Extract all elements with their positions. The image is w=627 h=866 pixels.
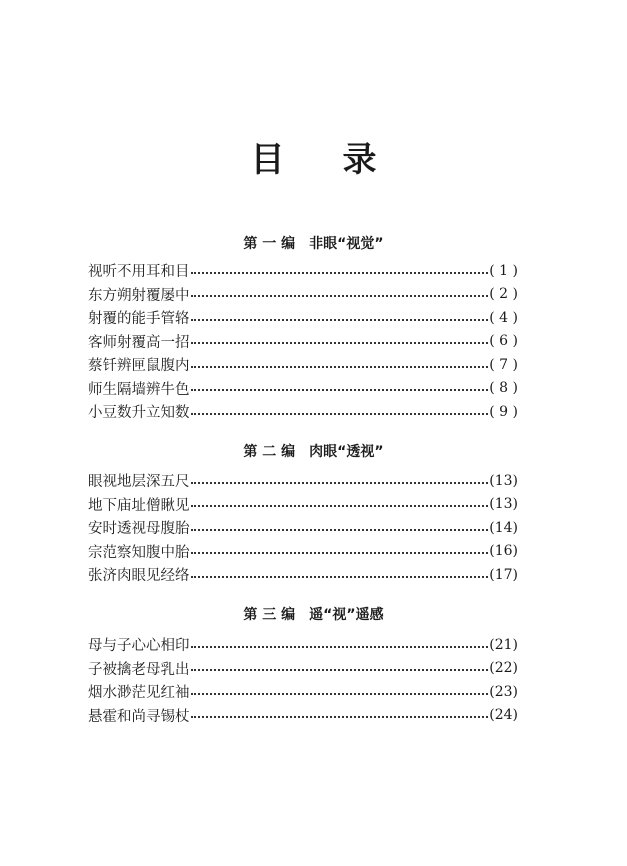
- entry-title: 蔡钎辨匣鼠腹内: [88, 358, 190, 375]
- section-ordinal: 第 二 编: [243, 444, 296, 460]
- section-heading-3: [0, 604, 627, 624]
- entry-page: (22): [489, 660, 518, 677]
- entry-page: (23): [489, 683, 518, 700]
- dot-leader: [191, 716, 489, 718]
- title-char-1: 目: [250, 140, 285, 180]
- entry-page: (16): [489, 543, 518, 560]
- toc-entry[interactable]: [88, 563, 518, 587]
- entry-page: (13): [489, 472, 518, 489]
- entry-page: ( 8 ): [489, 380, 518, 397]
- toc-entry[interactable]: [88, 516, 518, 540]
- entry-title: 安时透视母腹胎: [88, 521, 190, 538]
- entry-page: (24): [489, 707, 518, 724]
- entry-title: 师生隔墙辨牛色: [88, 381, 190, 398]
- dot-leader: [191, 413, 489, 415]
- entry-title: 小豆数升立知数: [88, 405, 190, 422]
- entry-page: ( 9 ): [489, 403, 518, 420]
- entry-page: ( 7 ): [489, 356, 518, 373]
- entry-page: (13): [489, 496, 518, 513]
- section-ordinal: 第 三 编: [243, 607, 296, 623]
- section-entries-3: [88, 633, 518, 727]
- page-title: [0, 132, 627, 181]
- dot-leader: [191, 272, 489, 274]
- dot-leader: [191, 669, 489, 671]
- toc-entry[interactable]: [88, 283, 518, 307]
- dot-leader: [191, 342, 489, 344]
- entry-page: (21): [489, 636, 518, 653]
- section-heading-2: [0, 441, 627, 461]
- entry-page: ( 1 ): [489, 262, 518, 279]
- entry-title: 视听不用耳和目: [88, 264, 190, 281]
- toc-entry[interactable]: [88, 377, 518, 401]
- dot-leader: [191, 482, 489, 484]
- toc-entry[interactable]: [88, 306, 518, 330]
- dot-leader: [191, 529, 489, 531]
- entry-page: ( 4 ): [489, 309, 518, 326]
- toc-entry[interactable]: [88, 680, 518, 704]
- toc-entry[interactable]: [88, 400, 518, 424]
- toc-entry[interactable]: [88, 353, 518, 377]
- section-entries-1: [88, 259, 518, 424]
- entry-title: 宗范察知腹中胎: [88, 544, 190, 561]
- dot-leader: [191, 646, 489, 648]
- entry-title: 眼视地层深五尺: [88, 474, 190, 491]
- section-name: 非眼“视觉”: [309, 236, 384, 252]
- dot-leader: [191, 319, 489, 321]
- entry-page: (14): [489, 519, 518, 536]
- dot-leader: [191, 505, 489, 507]
- dot-leader: [191, 552, 489, 554]
- entry-page: ( 2 ): [489, 286, 518, 303]
- toc-entry[interactable]: [88, 540, 518, 564]
- dot-leader: [191, 295, 489, 297]
- entry-title: 烟水渺茫见红袖: [88, 685, 190, 702]
- dot-leader: [191, 366, 489, 368]
- dot-leader: [191, 576, 489, 578]
- section-name: 肉眼“透视”: [309, 444, 384, 460]
- entry-title: 射覆的能手管辂: [88, 311, 190, 328]
- entry-title: 客师射覆高一招: [88, 334, 190, 351]
- toc-entry[interactable]: [88, 704, 518, 728]
- entry-title: 地下庙址僧瞅见: [88, 497, 190, 514]
- entry-title: 子被擒老母乳出: [88, 661, 190, 678]
- section-name: 遥“视”遥感: [309, 607, 384, 623]
- toc-entry[interactable]: [88, 330, 518, 354]
- toc-entry[interactable]: [88, 633, 518, 657]
- toc-entry[interactable]: [88, 259, 518, 283]
- entry-title: 张济肉眼见经络: [88, 568, 190, 585]
- section-entries-2: [88, 469, 518, 587]
- toc-entry[interactable]: [88, 493, 518, 517]
- toc-entry[interactable]: [88, 469, 518, 493]
- toc-entry[interactable]: [88, 657, 518, 681]
- entry-title: 悬霍和尚寻锡杖: [88, 708, 190, 725]
- title-char-2: 录: [342, 140, 377, 180]
- entry-title: 母与子心心相印: [88, 638, 190, 655]
- dot-leader: [191, 389, 489, 391]
- section-ordinal: 第 一 编: [243, 236, 296, 252]
- entry-page: (17): [489, 566, 518, 583]
- entry-page: ( 6 ): [489, 333, 518, 350]
- entry-title: 东方朔射覆屡中: [88, 287, 190, 304]
- section-heading-1: [0, 233, 627, 253]
- dot-leader: [191, 693, 489, 695]
